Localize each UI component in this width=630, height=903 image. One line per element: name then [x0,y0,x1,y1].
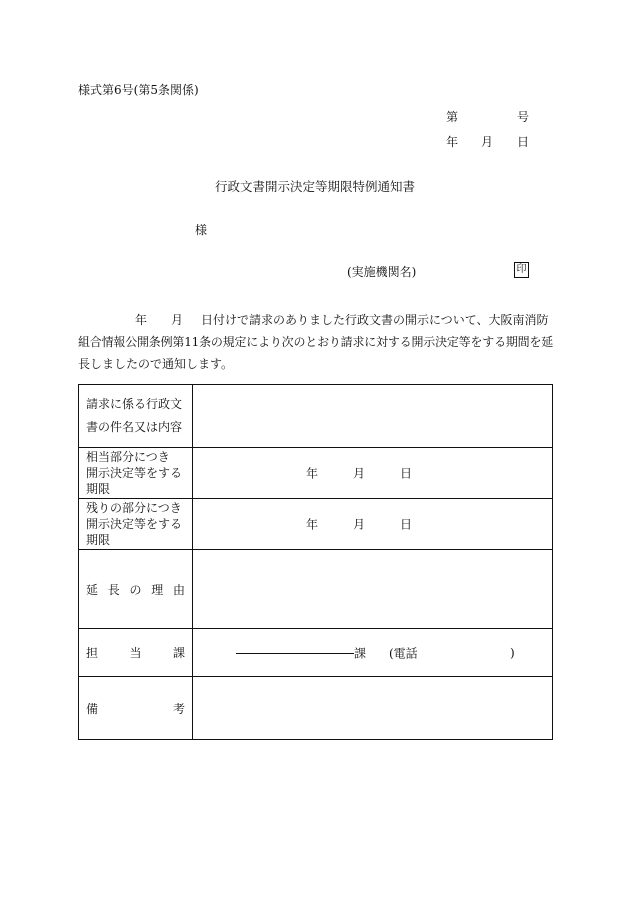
reason-char: 由 [172,582,185,597]
extension-reason-label-cell [79,550,193,629]
partial-deadline-label-cell [79,448,193,499]
reason-char: の [129,582,142,597]
partial-deadline-month: 月 [353,466,366,481]
partial-deadline-line2: 開示決定等をする [86,466,183,480]
remaining-deadline-label-cell [79,499,193,550]
reason-char: 延 [86,582,99,597]
reason-char: 長 [107,582,120,597]
remarks-char: 考 [172,701,185,716]
body-line1: 日付けで請求のありました行政文書の開示について、大阪南消防 [201,313,549,327]
phone-label: (電話 [389,646,418,660]
remaining-deadline-line2: 開示決定等をする [86,517,183,531]
issue-day-label: 日 [517,135,530,149]
responsible-section-label-cell [79,629,193,677]
issue-month-label: 月 [481,135,494,149]
partial-deadline-date-cell[interactable] [193,448,553,499]
subject-label-line2: 書の件名又は内容 [86,420,183,434]
partial-deadline-day: 日 [400,466,413,481]
document-number-prefix: 第 [446,110,459,124]
section-ka: 課 [354,646,367,660]
subject-label-line1: 請求に係る行政文 [86,397,183,411]
phone-close: ) [510,645,515,660]
reason-char: 理 [151,582,164,597]
partial-deadline-line1: 相当部分につき [86,450,170,464]
subject-label-cell [79,385,193,448]
remaining-deadline-line3: 期限 [86,533,111,547]
body-paragraph [78,309,552,375]
extension-reason-value-cell[interactable] [193,550,553,629]
body-year: 年 [135,313,148,327]
document-number-suffix: 号 [517,110,530,124]
form-number: 様式第6号(第5条関係) [78,83,199,97]
document-title: 行政文書開示決定等期限特例通知書 [214,179,415,194]
notice-table [78,384,553,740]
remaining-deadline-line1: 残りの部分につき [86,501,182,515]
remarks-label-cell [79,677,193,740]
addressee-suffix: 様 [195,223,208,237]
remaining-deadline-month: 月 [353,517,366,532]
partial-deadline-line3: 期限 [86,482,111,496]
partial-deadline-year: 年 [306,466,319,481]
body-month: 月 [171,313,184,327]
section-char: 担 [86,646,99,660]
issue-year-label: 年 [446,135,459,149]
remaining-deadline-day: 日 [400,517,413,532]
subject-value-cell[interactable] [193,385,553,448]
body-line3: 長しましたので通知します。 [78,357,234,371]
section-name-blank-line [236,653,354,654]
remaining-deadline-year: 年 [306,517,319,532]
seal-mark: 印 [514,262,529,278]
remarks-value-cell[interactable] [193,677,553,740]
remaining-deadline-date-cell[interactable] [193,499,553,550]
section-char: 当 [129,646,142,660]
agency-name-label: (実施機関名) [347,265,417,279]
remarks-char: 備 [86,701,99,716]
body-line2: 組合情報公開条例第11条の規定により次のとおり請求に対する開示決定等をする期間を延 [78,335,554,349]
responsible-section-value-cell[interactable] [193,629,553,677]
section-char: 課 [172,646,185,660]
